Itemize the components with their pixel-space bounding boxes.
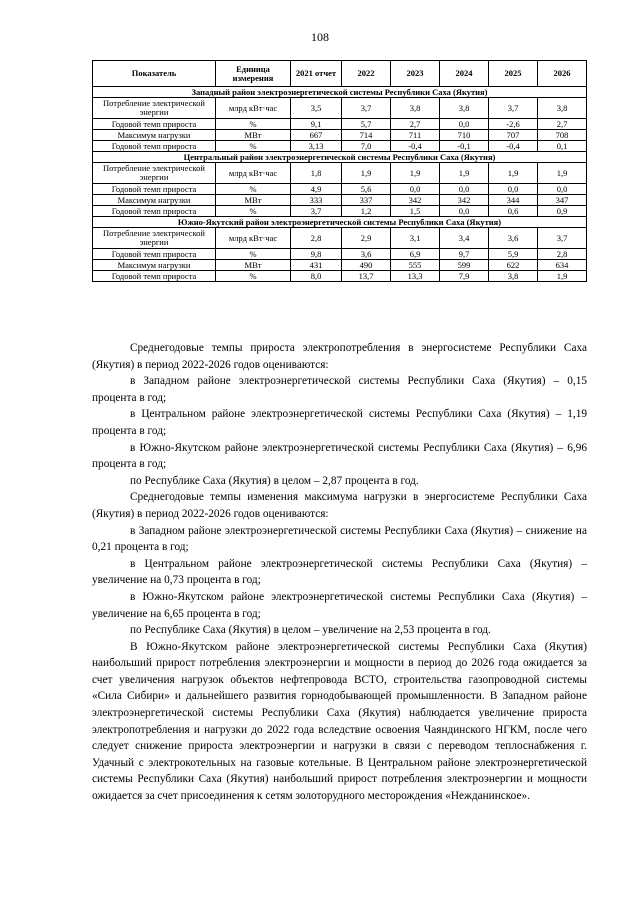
section-row: [93, 217, 587, 228]
unit-cell: %: [216, 271, 291, 282]
value-cell: 0,0: [440, 119, 489, 130]
column-header: Единица измерения: [216, 61, 291, 87]
body-text: [92, 340, 587, 805]
column-header: 2023: [391, 61, 440, 87]
column-header: 2022: [342, 61, 391, 87]
column-header: Показатель: [93, 61, 216, 87]
table-row: [93, 98, 587, 119]
table-row: [93, 119, 587, 130]
value-cell: 707: [489, 130, 538, 141]
section-row: [93, 87, 587, 98]
section-title: Западный район электроэнергетической системы Республики Саха (Якутия): [93, 87, 587, 98]
paragraph: Среднегодовые темпы прироста электропотребления в энергосистеме Республики Саха (Якутия) в период 2022-2026 годов оцениваются:: [92, 342, 587, 371]
value-cell: 1,9: [489, 163, 538, 184]
paragraph: в Южно-Якутском районе электроэнергетической системы Республики Саха (Якутия) – 6,96 процента в год;: [92, 441, 587, 471]
value-cell: 3,8: [440, 98, 489, 119]
value-cell: -0,4: [489, 141, 538, 152]
unit-cell: млрд кВт·час: [216, 228, 291, 249]
value-cell: 2,9: [342, 228, 391, 249]
value-cell: 3,6: [342, 249, 391, 260]
paragraph: по Республике Саха (Якутия) в целом – увеличение на 2,53 процента в год.: [130, 624, 491, 637]
value-cell: 344: [489, 195, 538, 206]
value-cell: 0,1: [538, 141, 587, 152]
table-body: [93, 87, 587, 282]
value-cell: 8,0: [291, 271, 342, 282]
unit-cell: МВт: [216, 260, 291, 271]
paragraph: по Республике Саха (Якутия) в целом – 2,87 процента в год.: [130, 474, 419, 487]
value-cell: 347: [538, 195, 587, 206]
paragraph: Среднегодовые темпы изменения максимума нагрузки в энергосистеме Республики Саха (Якутия) в период 2022-2026 годов оцениваются:: [92, 491, 587, 520]
value-cell: 3,4: [440, 228, 489, 249]
unit-cell: МВт: [216, 195, 291, 206]
value-cell: 0,0: [489, 184, 538, 195]
value-cell: 7,0: [342, 141, 391, 152]
table-row: [93, 249, 587, 260]
value-cell: 1,9: [342, 163, 391, 184]
value-cell: -0,1: [440, 141, 489, 152]
value-cell: 490: [342, 260, 391, 271]
paragraph: в Южно-Якутском районе электроэнергетической системы Республики Саха (Якутия) – увеличение на 6,65 процента в год;: [92, 590, 587, 620]
value-cell: 634: [538, 260, 587, 271]
table-header-row: [93, 61, 587, 87]
table-header: [93, 61, 587, 87]
unit-cell: %: [216, 249, 291, 260]
value-cell: 342: [391, 195, 440, 206]
paragraph: в Западном районе электроэнергетической системы Республики Саха (Якутия) – снижение на 0,21 процента в год;: [92, 524, 587, 554]
table-row: [93, 195, 587, 206]
table-row: [93, 184, 587, 195]
value-cell: 333: [291, 195, 342, 206]
value-cell: 3,8: [391, 98, 440, 119]
section-title: Южно-Якутский район электроэнергетической системы Республики Саха (Якутия): [93, 217, 587, 228]
value-cell: 4,9: [291, 184, 342, 195]
table-row: [93, 206, 587, 217]
forecast-table: [92, 60, 587, 282]
value-cell: 5,9: [489, 249, 538, 260]
value-cell: 342: [440, 195, 489, 206]
value-cell: 9,7: [440, 249, 489, 260]
paragraph: в Западном районе электроэнергетической системы Республики Саха (Якутия) – 0,15 процента в год;: [92, 375, 587, 404]
value-cell: 622: [489, 260, 538, 271]
indicator-cell: Потребление электрической энергии: [93, 228, 216, 249]
value-cell: 3,5: [291, 98, 342, 119]
indicator-cell: Годовой темп прироста: [93, 249, 216, 260]
indicator-cell: Потребление электрической энергии: [93, 163, 216, 184]
value-cell: 667: [291, 130, 342, 141]
value-cell: 2,8: [538, 249, 587, 260]
value-cell: 2,8: [291, 228, 342, 249]
indicator-cell: Годовой темп прироста: [93, 184, 216, 195]
table-row: [93, 260, 587, 271]
unit-cell: млрд кВт·час: [216, 98, 291, 119]
value-cell: 3,7: [342, 98, 391, 119]
indicator-cell: Потребление электрической энергии: [93, 98, 216, 119]
indicator-cell: Максимум нагрузки: [93, 260, 216, 271]
section-row: [93, 152, 587, 163]
value-cell: 431: [291, 260, 342, 271]
value-cell: 9,8: [291, 249, 342, 260]
column-header: 2021 отчет: [291, 61, 342, 87]
column-header: 2024: [440, 61, 489, 87]
value-cell: 13,7: [342, 271, 391, 282]
page-number: 108: [311, 30, 329, 44]
table-row: [93, 271, 587, 282]
value-cell: 599: [440, 260, 489, 271]
indicator-cell: Максимум нагрузки: [93, 195, 216, 206]
value-cell: 5,7: [342, 119, 391, 130]
column-header: 2025: [489, 61, 538, 87]
value-cell: 0,9: [538, 206, 587, 217]
indicator-cell: Максимум нагрузки: [93, 130, 216, 141]
value-cell: 0,0: [391, 184, 440, 195]
value-cell: 3,1: [391, 228, 440, 249]
value-cell: 0,6: [489, 206, 538, 217]
paragraph: в Центральном районе электроэнергетической системы Республики Саха (Якутия) – увеличение на 0,73 процента в год;: [92, 557, 587, 587]
value-cell: 2,7: [538, 119, 587, 130]
table-row: [93, 130, 587, 141]
value-cell: 555: [391, 260, 440, 271]
value-cell: 7,9: [440, 271, 489, 282]
unit-cell: %: [216, 184, 291, 195]
value-cell: 3,6: [489, 228, 538, 249]
value-cell: 3,7: [538, 228, 587, 249]
indicator-cell: Годовой темп прироста: [93, 119, 216, 130]
value-cell: 0,0: [440, 184, 489, 195]
unit-cell: %: [216, 119, 291, 130]
value-cell: 1,5: [391, 206, 440, 217]
value-cell: 1,9: [538, 271, 587, 282]
value-cell: 3,7: [489, 98, 538, 119]
paragraph: в Центральном районе электроэнергетической системы Республики Саха (Якутия) – 1,19 процента в год;: [92, 408, 587, 437]
value-cell: 711: [391, 130, 440, 141]
value-cell: 9,1: [291, 119, 342, 130]
table-row: [93, 141, 587, 152]
value-cell: 1,9: [538, 163, 587, 184]
column-header: 2026: [538, 61, 587, 87]
value-cell: 6,9: [391, 249, 440, 260]
value-cell: 1,9: [440, 163, 489, 184]
paragraph: В Южно-Якутском районе электроэнергетической системы Республики Саха (Якутия) наибольший прирост потребления электроэнергии и мощности в период до 2026 года ожидается за счет увеличения нагрузок объектов нефтепровода ВСТО, строительства газопроводной системы «Сила Сибири» и дальнейшего развития горнодобывающей промышленности. В Западном районе электроэнергетической системы Республики Саха (Якутия) наблюдается увеличение прироста электропотребления и нагрузки до 2022 года вследствие освоения Чаяндинского НГКМ, после чего следует снижение прироста электроэнергии и нагрузки в связи с переводом теплоснабжения г. Удачный с электрокотельных на газовые котельные. В Центральном районе электроэнергетической системы Республики Саха (Якутия) наибольший прирост потребления электроэнергии и мощности ожидается за счет присоединения к сетям золоторудного месторождения «Нежданинское».: [92, 640, 587, 803]
value-cell: 3,7: [291, 206, 342, 217]
value-cell: 0,0: [538, 184, 587, 195]
indicator-cell: Годовой темп прироста: [93, 206, 216, 217]
indicator-cell: Годовой темп прироста: [93, 141, 216, 152]
value-cell: 3,8: [489, 271, 538, 282]
value-cell: 708: [538, 130, 587, 141]
value-cell: 1,2: [342, 206, 391, 217]
value-cell: 1,8: [291, 163, 342, 184]
value-cell: 5,6: [342, 184, 391, 195]
value-cell: -2,6: [489, 119, 538, 130]
value-cell: 2,7: [391, 119, 440, 130]
value-cell: 13,3: [391, 271, 440, 282]
table-row: [93, 163, 587, 184]
value-cell: 0,0: [440, 206, 489, 217]
unit-cell: млрд кВт·час: [216, 163, 291, 184]
value-cell: 710: [440, 130, 489, 141]
value-cell: 1,9: [391, 163, 440, 184]
value-cell: -0,4: [391, 141, 440, 152]
unit-cell: %: [216, 206, 291, 217]
unit-cell: МВт: [216, 130, 291, 141]
unit-cell: %: [216, 141, 291, 152]
value-cell: 3,8: [538, 98, 587, 119]
indicator-cell: Годовой темп прироста: [93, 271, 216, 282]
value-cell: 714: [342, 130, 391, 141]
table-row: [93, 228, 587, 249]
value-cell: 3,13: [291, 141, 342, 152]
value-cell: 337: [342, 195, 391, 206]
section-title: Центральный район электроэнергетической системы Республики Саха (Якутия): [93, 152, 587, 163]
